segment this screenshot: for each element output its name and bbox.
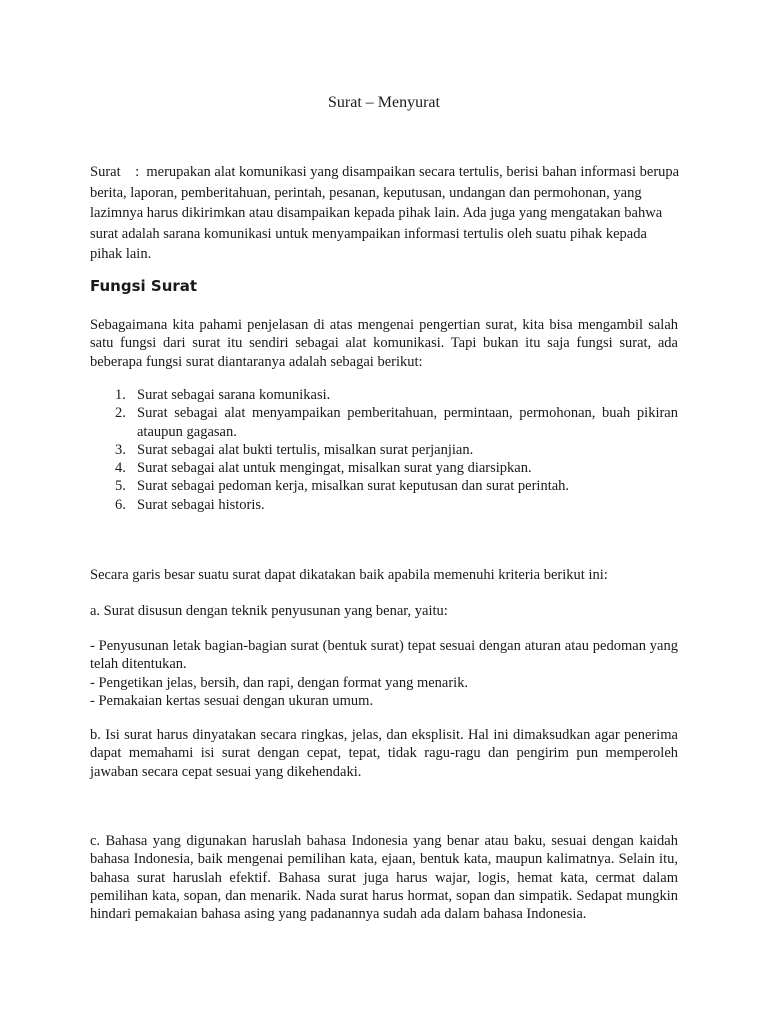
kriteria-c: c. Bahasa yang digunakan haruslah bahasa Indonesia yang benar atau baku, sesuai dengan kaidah bahasa Indonesia, baik mengenai pemilihan kata, ejaan, bentuk kata, maupun kalimatnya. Selain itu, bahasa surat haruslah efektif. Bahasa surat juga harus wajar, logis, hemat kata, cermat dalam pemilihan kata, sopan, dan menarik. Nada surat harus hormat, sopan dan simpatik. Sedapat mungkin hindari pemakaian bahasa asing yang padanannya sudah ada dalam bahasa Indonesia. <box>90 833 678 923</box>
list-item-number: 3. <box>115 441 126 458</box>
kriteria-a-point: - Pengetikan jelas, bersih, dan rapi, dengan format yang menarik. <box>90 674 469 691</box>
kriteria-a-points <box>90 637 678 710</box>
kriteria-a-point: - Penyusunan letak bagian-bagian surat (bentuk surat) tepat sesuai dengan aturan atau pedoman yang telah ditentukan. <box>90 638 678 673</box>
list-item-number: 5. <box>115 478 126 495</box>
list-item <box>90 459 678 477</box>
list-item-number: 6. <box>115 496 126 513</box>
list-item-number: 4. <box>115 460 126 477</box>
list-item <box>90 386 678 404</box>
section-heading-fungsi: Fungsi Surat <box>90 277 198 295</box>
intro-paragraph: Surat : merupakan alat komunikasi yang disampaikan secara tertulis, berisi bahan informasi berupa berita, laporan, pemberitahuan, perintah, pesanan, keputusan, undangan dan permohonan, yang lazimnya harus dikirimkan atau disampaikan kepada pihak lain. Ada juga yang mengatakan bahwa surat adalah sarana komunikasi untuk menyampaikan informasi tertulis oleh suatu pihak kepada pihak lain. <box>90 164 683 262</box>
page-title: Surat – Menyurat <box>328 94 440 111</box>
list-item-text: Surat sebagai alat menyampaikan pemberitahuan, permintaan, permohonan, buah pikiran ataupun gagasan. <box>137 405 678 440</box>
list-item-text: Surat sebagai alat untuk mengingat, misalkan surat yang diarsipkan. <box>137 460 532 477</box>
list-item <box>90 404 678 441</box>
kriteria-a: a. Surat disusun dengan teknik penyusunan yang benar, yaitu: <box>90 603 448 619</box>
fungsi-list <box>90 386 678 514</box>
fungsi-paragraph: Sebagaimana kita pahami penjelasan di atas mengenai pengertian surat, kita bisa mengambil salah satu fungsi dari surat itu sendiri sebagai alat komunikasi. Tapi bukan itu saja fungsi surat, ada beberapa fungsi surat diantaranya adalah sebagai berikut: <box>90 317 678 370</box>
kriteria-b: b. Isi surat harus dinyatakan secara ringkas, jelas, dan eksplisit. Hal ini dimaksudkan agar penerima dapat memahami isi surat dengan cepat, tepat, tidak ragu-ragu dan pengirim pun memperoleh jawaban secara cepat sesuai yang dikehendaki. <box>90 727 678 780</box>
list-item <box>90 477 678 495</box>
list-item-text: Surat sebagai alat bukti tertulis, misalkan surat perjanjian. <box>137 441 474 458</box>
list-item-number: 1. <box>115 387 126 403</box>
list-item-text: Surat sebagai historis. <box>137 496 265 513</box>
kriteria-intro: Secara garis besar suatu surat dapat dikatakan baik apabila memenuhi kriteria berikut ini: <box>90 567 608 583</box>
list-item <box>90 496 678 514</box>
list-item-text: Surat sebagai pedoman kerja, misalkan surat keputusan dan surat perintah. <box>137 478 570 495</box>
list-item-text: Surat sebagai sarana komunikasi. <box>137 387 331 403</box>
list-item <box>90 441 678 459</box>
list-item-number: 2. <box>115 405 126 422</box>
kriteria-a-point: - Pemakaian kertas sesuai dengan ukuran umum. <box>90 692 374 709</box>
